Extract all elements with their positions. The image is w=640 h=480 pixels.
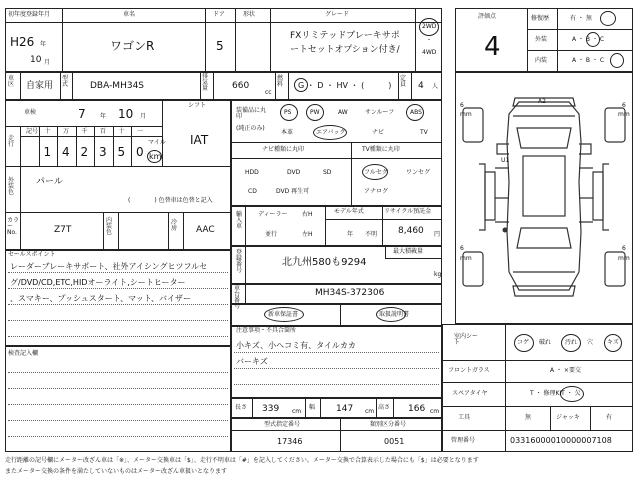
import-dealer: ディーラー xyxy=(258,211,288,218)
cc-label: cc xyxy=(265,89,272,96)
mgmt-value: 03316000010000007108 xyxy=(510,436,612,445)
import-left: 左H xyxy=(302,231,313,238)
mileage-digit: 1 xyxy=(43,145,52,159)
car-diagram xyxy=(455,72,633,324)
fuel-value: G ・ D ・ HV ・ ( ) xyxy=(298,81,392,90)
height-cm: cm xyxy=(430,408,440,415)
model-year-unit: 年 xyxy=(347,231,354,238)
glass-value: A ・ ×要交 xyxy=(550,367,581,374)
mileage-digit: 5 xyxy=(117,145,126,159)
tire-rl-label: 6 xyxy=(460,245,464,252)
reg-label: 登録番号 xyxy=(236,249,243,274)
ku-value: 自家用 xyxy=(26,81,54,91)
tire-fr-label: 6 xyxy=(622,102,626,109)
tire-rl-unit: mm xyxy=(460,255,472,262)
chassis-value: MH34S-372306 xyxy=(315,288,385,298)
spare-value: T ・ 修理KIT ・ 欠 xyxy=(530,390,581,397)
color-value: パール xyxy=(36,177,63,187)
model-label: 型式 xyxy=(62,75,69,88)
drive-4wd: 4WD xyxy=(422,49,437,56)
mileage-label: 走行 xyxy=(8,135,15,148)
month-label: 月 xyxy=(44,59,51,66)
length-value: 339 xyxy=(262,404,280,414)
model-value: DBA-MH34S xyxy=(90,81,145,91)
tv-item-fullseg: フルセグ xyxy=(364,169,388,176)
score-label: 評価点 xyxy=(478,13,497,20)
repair-opts: 有 ・ 無 xyxy=(570,15,592,22)
digit-header: 万 xyxy=(63,128,70,135)
ext-opts: A ・ B ・ C xyxy=(572,36,605,43)
footer-line2: またメーター交換の条件を満たしていないものはメーター改ざん車扱いとなります xyxy=(5,468,228,475)
mark-u1: U1 xyxy=(501,157,510,164)
cap-unit: 人 xyxy=(432,83,439,90)
interior-label: 内装 xyxy=(535,57,548,64)
sales-point-label: セールスポイント xyxy=(8,251,56,258)
equip-item: AW xyxy=(338,109,348,116)
recycle-yen: 円 xyxy=(434,231,441,238)
sp-line2: グ/DVD/CD,ETC,HIDオーライト,シートヒーター xyxy=(10,278,186,287)
exterior-label: 外装 xyxy=(535,36,548,43)
tv-title: TV種類に丸印 xyxy=(362,146,400,153)
jack-value: 有 xyxy=(606,414,613,421)
chassis-label: 車台番号 xyxy=(234,285,241,310)
era-value: H26 xyxy=(10,35,35,49)
tv-item-oneseg: ワンセグ xyxy=(406,169,431,176)
caution-label: 注意事項・不具合箇所 xyxy=(236,327,297,334)
shaken-month-value: 10 xyxy=(118,107,134,121)
glass-label: フロントガラス xyxy=(448,367,490,374)
room-label: 室内シート xyxy=(454,333,479,346)
caution-line1: 小キズ、小ヘコミ有、タイルカカ xyxy=(236,341,356,350)
color-label: 外装色 xyxy=(8,177,15,196)
footer-line1: 走行距離の記号欄にメーター改ざん車は「※」、メーター交換車は「$」、走行不明車は「#」を記入してください。メーター交換で合算表示した場合にも「$」は必要となります xyxy=(5,457,479,464)
category-label: 類別区分番号 xyxy=(370,421,407,428)
cap-value: 4 xyxy=(418,81,424,91)
tire-fr-unit: mm xyxy=(618,111,630,118)
sp-line3: 、スマキー、プッシュスタート、マット、バイザー xyxy=(10,294,192,303)
width-cm: cm xyxy=(365,408,375,415)
disp-value: 660 xyxy=(232,81,250,91)
tire-fl-unit: mm xyxy=(460,111,472,118)
mile-label: マイル xyxy=(148,139,166,146)
max-load-label: 最大積載量 xyxy=(393,248,424,255)
mileage-digit: 3 xyxy=(99,145,107,159)
tv-item-analog: アナログ xyxy=(364,188,389,195)
color-note: ( ) 色替車は色替と記入 xyxy=(128,197,213,204)
width-value: 147 xyxy=(336,404,354,414)
digit-header: 記号 xyxy=(26,128,39,135)
equip-item: 本革 xyxy=(281,129,294,136)
cap-label: 定員 xyxy=(400,75,407,88)
jack-label: ジャッキ xyxy=(556,414,580,421)
room-koge: コゲ xyxy=(517,339,530,346)
ku-label: 車区 xyxy=(8,75,15,88)
drive-2wd: 2WD xyxy=(422,23,437,30)
equip-item: TV xyxy=(420,129,428,136)
recycle-label: リサイクル預託金 xyxy=(384,208,432,215)
grade-line1: FXリミテッドブレーキサポ xyxy=(290,31,400,41)
ac-value: AAC xyxy=(196,225,215,235)
designation-block xyxy=(231,418,442,452)
nav-item-dvdplay: DVD 再生可 xyxy=(276,188,310,195)
equip-subtitle: (純正のみ) xyxy=(236,125,265,132)
mileage-digit: 4 xyxy=(62,145,70,159)
caution-line2: バーキズ xyxy=(236,357,268,366)
shaken-month-label: 月 xyxy=(140,113,147,120)
tools-value: 無 xyxy=(525,414,532,421)
height-value: 166 xyxy=(408,404,426,414)
tire-rr-label: 6 xyxy=(622,245,626,252)
designation-value: 17346 xyxy=(277,437,303,446)
colorno-label: カラーNo. xyxy=(7,217,20,236)
room-yabure: 破れ xyxy=(539,339,552,346)
digit-header: 十 xyxy=(44,128,51,135)
mileage-digit: 0 xyxy=(136,145,144,159)
ext-b-circle xyxy=(586,32,600,47)
int-c-circle xyxy=(610,53,624,68)
equip-item: PS xyxy=(284,109,292,116)
max-load-kg: kg xyxy=(434,271,442,278)
doors-value: 5 xyxy=(216,39,224,53)
height-label: 高さ xyxy=(378,404,391,411)
ac-label: 冷房 xyxy=(171,219,178,232)
equip-item: サンルーフ xyxy=(365,109,395,116)
equip-title: 装備品に丸印 xyxy=(236,107,267,120)
nav-item-dvd: DVD xyxy=(287,169,301,176)
spare-label: スペアタイヤ xyxy=(452,390,488,397)
room-kizu: キズ xyxy=(607,339,619,346)
tools-label: 工具 xyxy=(458,414,471,421)
car-name-label: 車名 xyxy=(123,11,136,18)
tire-rr-unit: mm xyxy=(618,255,630,262)
room-ana: 穴 xyxy=(587,339,594,346)
import-parallel: 並行 xyxy=(265,231,278,238)
import-right: 右H xyxy=(302,211,313,218)
nav-item-sd: SD xyxy=(323,169,332,176)
shaken-year-label: 年 xyxy=(100,113,107,120)
mark-a2: A2 xyxy=(538,98,546,105)
equip-item: ABS xyxy=(410,109,422,116)
colorno-value: Z7T xyxy=(54,225,72,235)
warranty-block xyxy=(231,304,442,326)
shift-value: IAT xyxy=(190,133,209,147)
drive-dot: ・ xyxy=(426,37,433,44)
first-reg-label: 初年度登録年月 xyxy=(8,11,51,18)
length-cm: cm xyxy=(292,408,302,415)
digit-header: 百 xyxy=(100,128,107,135)
room-yogore: 汚れ xyxy=(565,339,578,346)
model-year-unknown: 不明 xyxy=(365,231,378,238)
reg-value: 北九州580も9294 xyxy=(282,257,367,268)
recycle-value: 8,460 xyxy=(398,226,424,236)
digit-header: 千 xyxy=(81,128,88,135)
int-opts: A ・ B ・ C xyxy=(572,57,605,64)
mileage-digit: 2 xyxy=(80,145,89,159)
mgmt-label: 管理番号 xyxy=(451,437,476,444)
grade-line2: ートセットオプション付き/ xyxy=(290,45,400,55)
new-warranty: 新車保証書 xyxy=(268,311,299,318)
km-label: km xyxy=(149,152,162,161)
sp-line1: レーダーブレーキサポート、社外アイシングヒツフルセ xyxy=(10,262,208,271)
inspector-label: 検査記入欄 xyxy=(8,350,39,357)
shaken-label: 車検 xyxy=(24,109,37,116)
repair-label: 修復歴 xyxy=(531,15,550,22)
designation-label: 型式指定番号 xyxy=(264,421,301,428)
fuel-label: 燃料 xyxy=(277,75,284,88)
car-name-value: ワゴンR xyxy=(110,39,155,53)
shape-label: 形状 xyxy=(243,11,256,18)
shaken-year-value: 7 xyxy=(78,107,86,121)
category-value: 0051 xyxy=(384,437,405,446)
digit-header: 十 xyxy=(118,128,125,135)
model-year-label: モデル年式 xyxy=(334,208,364,215)
interior-color-label: 内装色 xyxy=(106,217,113,236)
equip-item: エアバック xyxy=(316,129,346,136)
width-label: 幅 xyxy=(309,404,316,411)
nav-item-hdd: HDD xyxy=(245,169,259,176)
tire-fl-label: 6 xyxy=(460,102,464,109)
equip-item: ナビ xyxy=(372,129,385,136)
score-value: 4 xyxy=(484,32,501,62)
manual: 取扱説明書 xyxy=(379,311,410,318)
grade-label: グレード xyxy=(325,11,350,18)
repair-none-circle xyxy=(600,11,616,26)
disp-label: 排気量 xyxy=(202,73,209,92)
doors-label: ドア xyxy=(213,11,225,18)
nav-title: ナビ種類に丸印 xyxy=(262,146,305,153)
reg-month-value: 10 xyxy=(30,55,42,65)
digit-header: 一 xyxy=(137,128,144,135)
import-label: 輸入車 xyxy=(236,211,243,230)
length-label: 長さ xyxy=(235,404,248,411)
nav-item-cd: CD xyxy=(248,188,257,195)
year-sep: 年 xyxy=(40,41,47,48)
equip-item: PW xyxy=(310,109,320,116)
shift-label: シフト xyxy=(188,102,207,109)
